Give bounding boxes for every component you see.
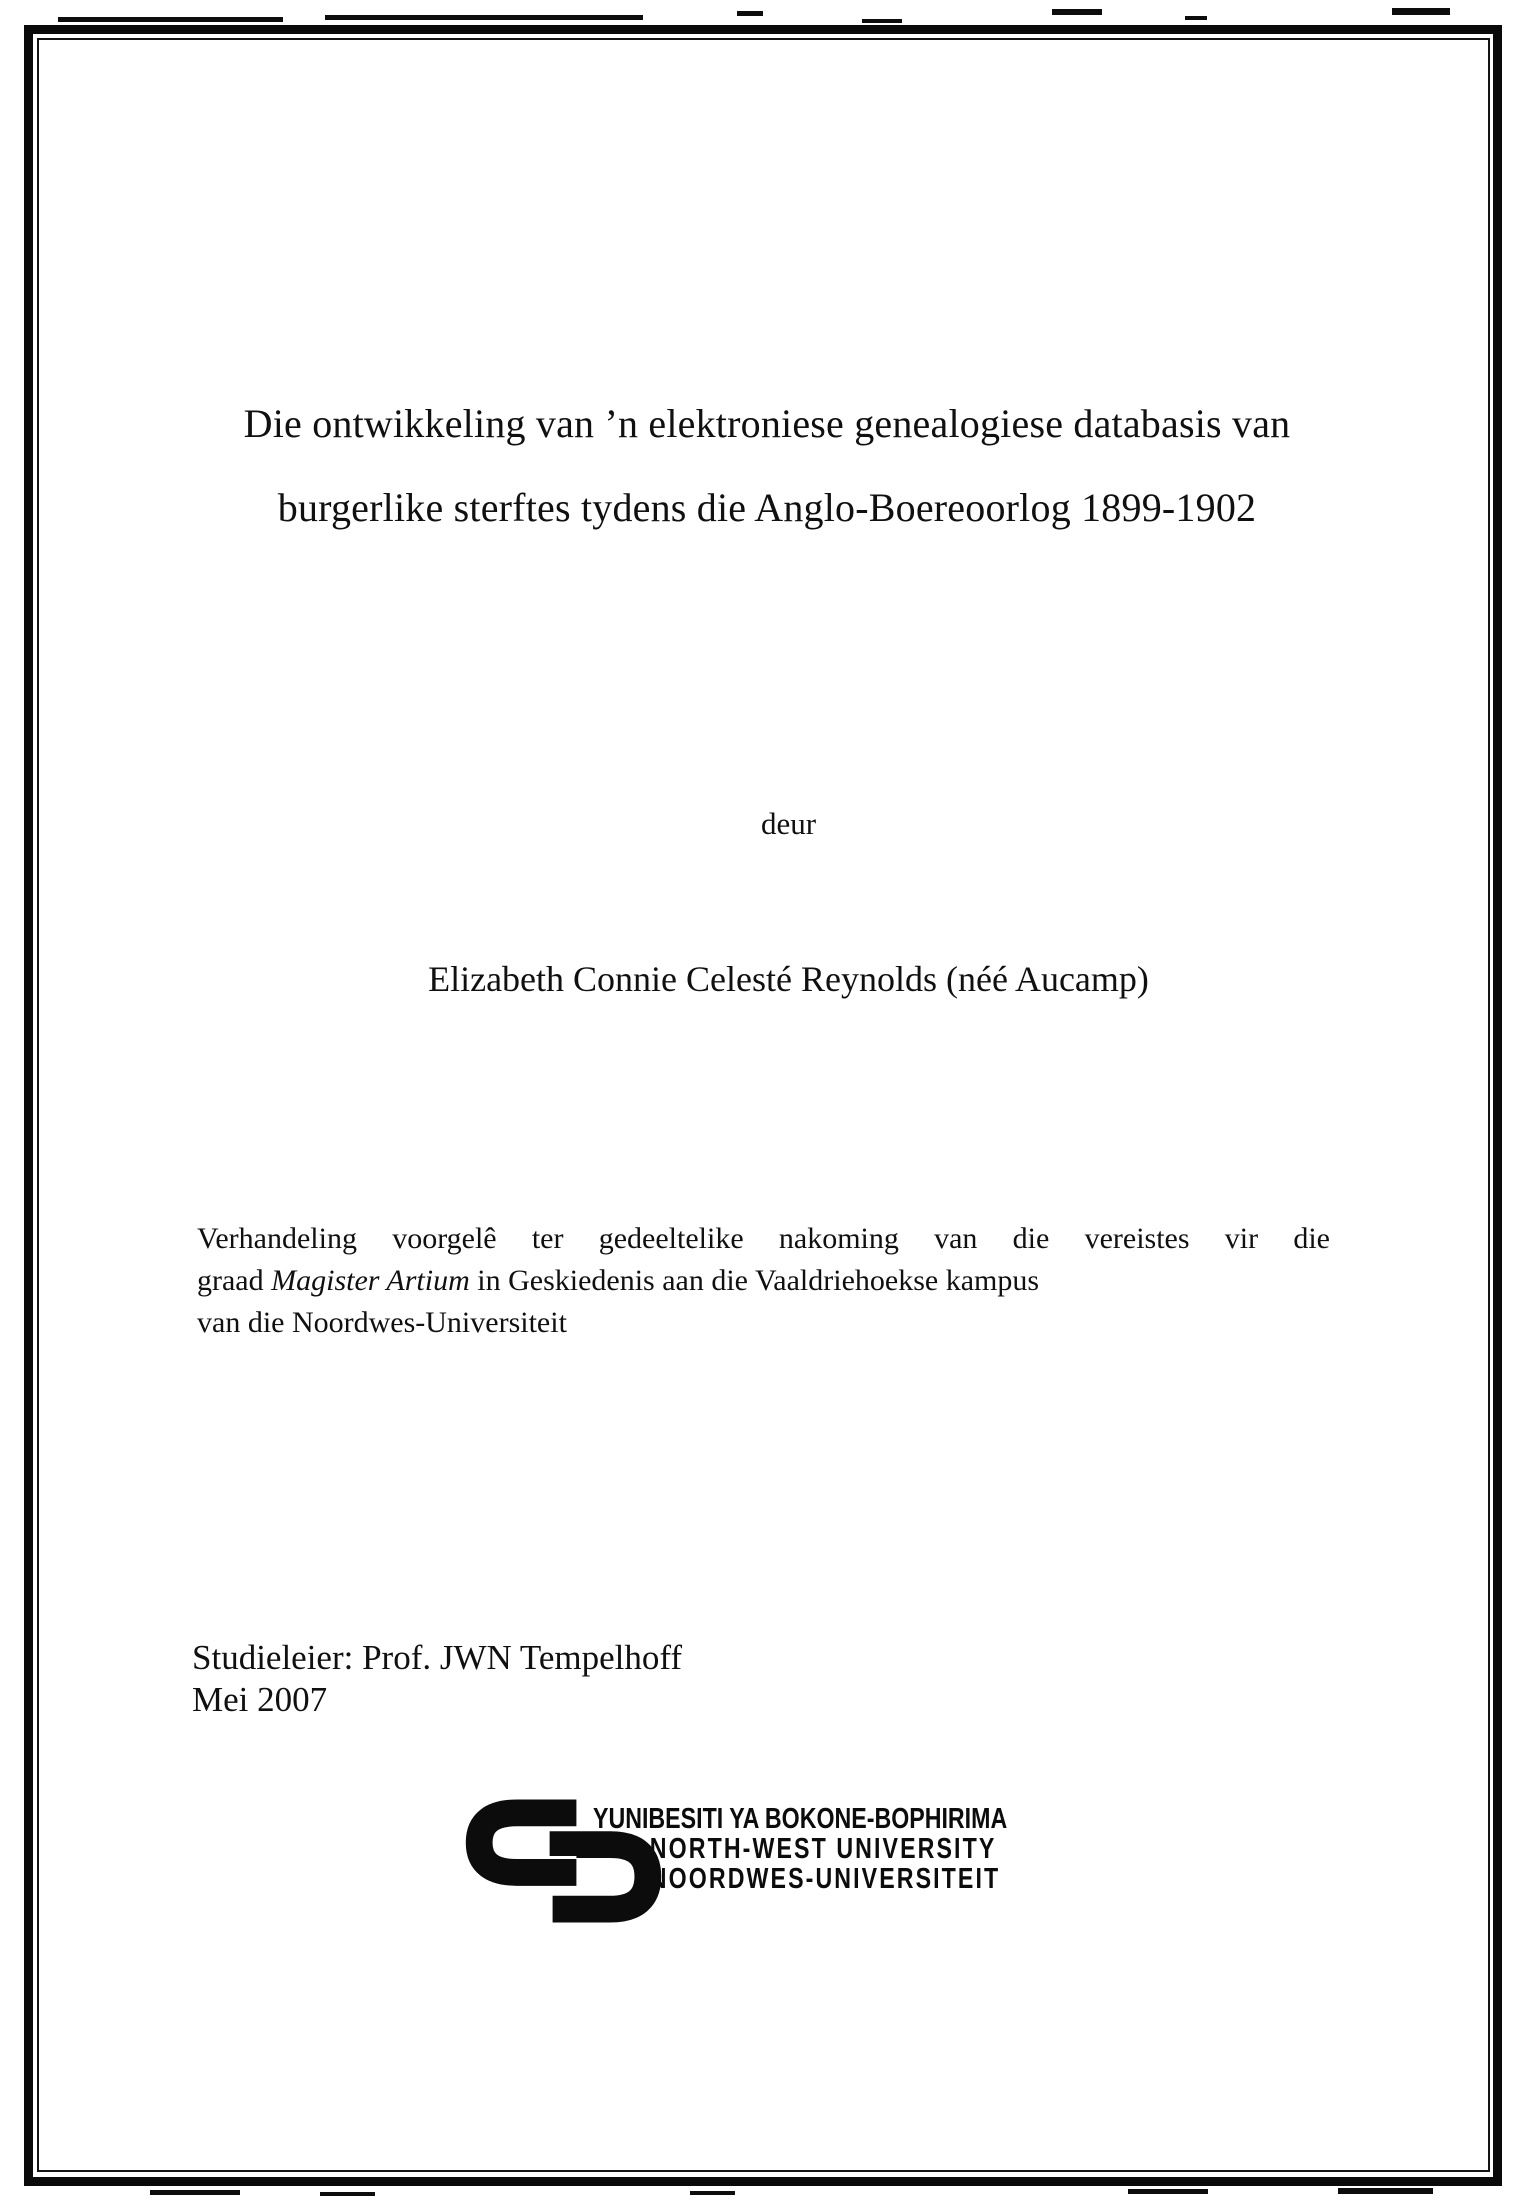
thesis-title-line2: burgerlike sterftes tydens die Anglo-Boereoorlog 1899-1902: [277, 485, 1257, 530]
thesis-title: [185, 382, 1349, 550]
degree-statement-line2-post: in Geskiedenis aan die Vaaldriehoekse kampus: [469, 1264, 1040, 1297]
degree-title-italic: Magister Artium: [271, 1264, 470, 1297]
scan-artifact: [737, 11, 763, 16]
author-name: Elizabeth Connie Celesté Reynolds (néé Aucamp): [428, 959, 1149, 999]
degree-statement-line2-pre: graad: [197, 1264, 272, 1297]
university-logo-text: [593, 1804, 1007, 1894]
supervisor-line: Studieleier: Prof. JWN Tempelhoff: [192, 1638, 683, 1677]
thesis-title-line1: Die ontwikkeling van ’n elektroniese genealogiese databasis van: [243, 401, 1291, 446]
scan-artifact: [325, 15, 643, 20]
degree-statement-line1: Verhandeling voorgelê ter gedeeltelike nakoming van die vereistes vir die: [197, 1222, 1330, 1255]
scan-artifact: [1128, 2189, 1208, 2194]
scan-artifact: [150, 2190, 240, 2195]
scan-artifact: [1052, 9, 1102, 15]
logo-text-line1: YUNIBESITI YA BOKONE-BOPHIRIMA: [593, 1803, 1008, 1835]
scan-artifact: [862, 19, 902, 23]
logo-text-line2: NORTH-WEST UNIVERSITY: [649, 1833, 997, 1865]
logo-text-line3: NOORDWES-UNIVERSITEIT: [649, 1863, 1001, 1895]
scan-artifact: [690, 2191, 735, 2195]
scan-artifact: [1392, 8, 1450, 15]
scan-artifact: [58, 17, 283, 22]
scan-artifact: [320, 2192, 375, 2196]
scan-artifact: [1338, 2188, 1433, 2194]
scan-artifact: [1185, 16, 1207, 20]
degree-statement: [197, 1218, 1330, 1344]
supervisor-block: [192, 1637, 682, 1721]
date-line: Mei 2007: [192, 1680, 328, 1719]
degree-statement-line2: [197, 1260, 1330, 1302]
degree-statement-line3: van die Noordwes-Universiteit: [197, 1306, 567, 1339]
byline: deur: [760, 806, 817, 841]
